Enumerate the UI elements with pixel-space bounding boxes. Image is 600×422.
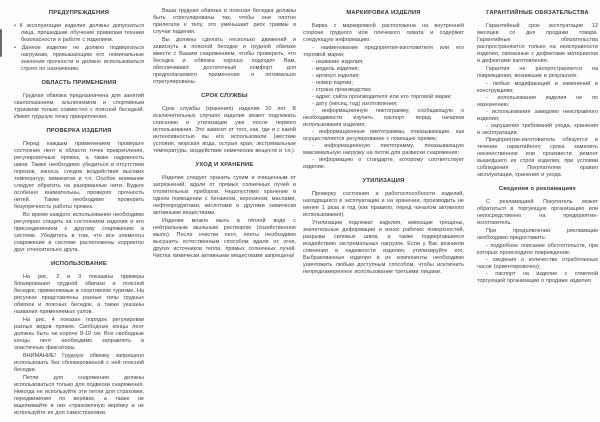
paragraph: Гарантийный срок эксплуатации 12 месяцев со дня продажи товара. Гарантийные обязательства распространяются только на неисправности изделия, связанные с дефектами материалов и дефектами изготовления. xyxy=(477,23,598,64)
paragraph: При предъявлении рекламации необходимо предоставить: xyxy=(477,228,598,241)
list-item: - паспорт на изделие с отметкой торгующей организации о продаже изделия. xyxy=(477,271,598,284)
paragraph: Гарантия не распространяется на повреждения, возникшие в результате: xyxy=(477,66,598,79)
section-heading: Сведения о рекламациях xyxy=(498,186,577,192)
list-item: - использования заведомо неисправного изделия; xyxy=(477,109,598,122)
paragraph: Во время каждого использования необходимо регулярно следить за состоянием изделия и его присоединением к другому снаряжению в системе. Убедитесь в том, что все элементы снаряжения в системе расположены корректно друг относительно друга. xyxy=(14,212,144,253)
section-heading: СРОК СЛУЖБЫ xyxy=(201,93,248,99)
list-item: - использования изделия не по назначению; xyxy=(477,95,598,108)
list-item: - любых модификаций и изменений в конструкциям; xyxy=(477,81,598,94)
paragraph: Вы должны сделать несколько движений и зависнуть в поясной беседке и грудной обвязке вместе с Вашим снаряжением, чтобы проверить, что беседка и обвязка хорошо подходят Вам, обеспечивают достаточный комфорт для предполагаемого применения и оптимально отрегулированы. xyxy=(153,37,296,85)
section-heading: ПРОВЕРКА ИЗДЕЛИЯ xyxy=(46,128,112,134)
bullet-item: • К эксплуатации изделия должны допускаться лица, прошедшие обучение правилам техники безопасности и работе с изделием. xyxy=(14,23,144,43)
paragraph: Петли для снаряжения должны использоваться только для подвески снаряжения. Никогда не используйте эти петли для страховки, передвижения по верёвке, а также не вщелкивайте в них страховочную верёвку и не используйте их для самостраховки. xyxy=(14,375,144,416)
list-item: - нарушения требований ухода, хранения и эксплуатации. xyxy=(477,123,598,136)
section-heading: ИСПОЛЬЗОВАНИЕ xyxy=(51,261,107,267)
list-item: - дату (месяц, год) изготовления; xyxy=(312,101,398,107)
section-heading: ПРЕДУПРЕЖДЕНИЯ xyxy=(48,10,110,16)
column-warnings xyxy=(14,8,144,418)
column-marking-disposal xyxy=(303,8,464,277)
section-heading: ОБЛАСТЬ ПРИМЕНЕНИЯ xyxy=(41,80,117,86)
paragraph: На рис. 2 и 3 показаны примеры блокирования грудной обвязки и поясной беседки, применяемые в спортивном туризме. На рисунках представлены разные типы грудных обвязок и поясных беседок, а также указаны названия применяемых узлов. xyxy=(14,274,144,315)
list-item: - информационную пиктограмму, показывающую максимальную нагрузку на петли для развески снаряжения; xyxy=(303,143,464,156)
paragraph: ВНИМАНИЕ! Грудную обвязку запрещено использовать без сблокированной с ней поясной беседки. xyxy=(14,353,144,373)
paragraph: Проверку состояния и работоспособности изделий, находящихся в эксплуатации и на хранении, производить не менее 1 раза в год (как правило, перед началом активного использования). xyxy=(303,191,464,218)
scan-edge-artifact xyxy=(0,29,2,57)
column-warranty xyxy=(477,8,598,285)
paragraph: Грудная обвязка предназначена для занятий скалолазанием, альпинизмом и спортивным туризмом только совместно с поясной беседкой. Имеет грудную точку прикрепления. xyxy=(14,93,144,120)
list-item: - страна производства; xyxy=(312,87,372,93)
section-heading: УТИЛИЗАЦИЯ xyxy=(362,178,405,184)
column-service-life-care xyxy=(153,8,296,261)
list-item: - номер партии; xyxy=(312,80,353,86)
paragraph: Ваша грудная обвязка и поясная беседка должны быть отрегулированы так, чтобы они плотно прилегали к телу, это уменьшает риск травмы в случае падения. xyxy=(153,8,296,35)
list-item: - информационные пиктограммы, показывающие, как осуществляется регулирование с помощью пряжек; xyxy=(303,129,464,142)
list-item: - модель изделия; xyxy=(312,66,359,72)
bullet-item: • Данное изделие не должно подвергаться нагрузкам, превышающим его номинальные значения прочности и должно использоваться строго по назначению. xyxy=(14,45,144,72)
section-heading: МАРКИРОВКА ИЗДЕЛИЯ xyxy=(346,10,421,16)
list-item: - информацию о стандарте, которому соответствует изделие. xyxy=(303,157,464,170)
section-heading: ГАРАНТИЙНЫЕ ОБЯЗАТЕЛЬСТВА xyxy=(486,10,589,16)
paragraph: Изделие можно мыть в тёплой воде с нейтральным мыльным раствором (хозяйственное мыло). После очистки лент, ленты необходимо высушить естественным способом вдали от огня, других источников тепла, прямых солнечных лучей. Чистка химически активными веществами запрещена! xyxy=(153,218,296,259)
list-item: - адрес сайта производителя или его торговой марки; xyxy=(312,94,452,100)
paragraph: Утилизации подлежат изделия, имеющие трещины, значительные деформации и износ рабочих поверхностей, разрывы силовых швов, а также подвергавшиеся воздействию экстремальных нагрузок. Если у Вас возникли сомнения в надежности изделия, утилизируйте его. Выбракованные изделия и их компоненты необходимо уничтожить любым доступным способом, чтобы исключить непреднамеренное использование третьими лицами. xyxy=(303,220,464,275)
list-item: - информационную пиктограмму, сообщающую о необходимости изучить паспорт перед началом использования изделия; xyxy=(303,108,464,128)
list-item: - подробное описание обстоятельств, при которых происходило повреждение; xyxy=(477,243,598,256)
paragraph: Бирка с маркировкой расположена на внутренней стороне грудного или плечевого охвата и содержит следующую информацию: xyxy=(303,23,464,43)
paragraph: С рекламацией Покупатель может обратиться в торгующую организацию или непосредственно на предприятие-изготовитель. xyxy=(477,199,598,226)
list-item: - артикул изделия; xyxy=(312,73,360,79)
paragraph: Изделие следует хранить сухим и очищенным от загрязнений, вдали от прямых солнечных лучей и отопительных приборов. Недопустимо хранение в одном помещении с бензином, керосином, маслами, нефтепродуктами, кислотами и другими химически активными веществами. xyxy=(153,175,296,216)
paragraph: Предприятие-изготовитель обязуется в течение гарантийного срока заменить некачественное или произвести ремонт вышедшего из строя изделия, при условии соблюдения Покупателем правил эксплуатации, хранения и ухода. xyxy=(477,137,598,178)
list-item: - сведения о количестве отработанных часов (ориентировочно); xyxy=(477,257,598,270)
paragraph: На рис. 4 показан порядок регулировки разных видов пряжек. Свободные концы лент должны быть не короче 8-10 см. Все свободные концы лент необходимо заправлять в эластичные фиксаторы. xyxy=(14,317,144,351)
paragraph: Перед каждым применением проверьте состояние лент в области точек прикрепления, регулировочных пряжек, а также надежность швов. Также необходимо убедиться в отсутствии порезов, износа, следов воздействия высоких температур, химикатов и т.п. Особое внимание следует обратить на разорванные нити. Будьте особенно внимательны, проверяя прочность нитей. Также необходимо проверить безупречность работы пряжек. xyxy=(14,141,144,210)
paragraph: Срок службы (хранения) изделия 10 лет. В исключительных случаях изделие может подлежать списанию и утилизации уже после первого использования. Это зависит от того, как, где и с какой интенсивностью вы его использовали (жесткие условия, морская вода, острые края, экстремальные температуры, воздействие химических веществ и т.п.). xyxy=(153,106,296,154)
section-heading: УХОД И ХРАНЕНИЕ xyxy=(195,162,254,168)
list-item: - название изделия; xyxy=(312,59,364,65)
list-item: - наименование предприятия-изготовителя или его торговой марки; xyxy=(303,45,464,58)
